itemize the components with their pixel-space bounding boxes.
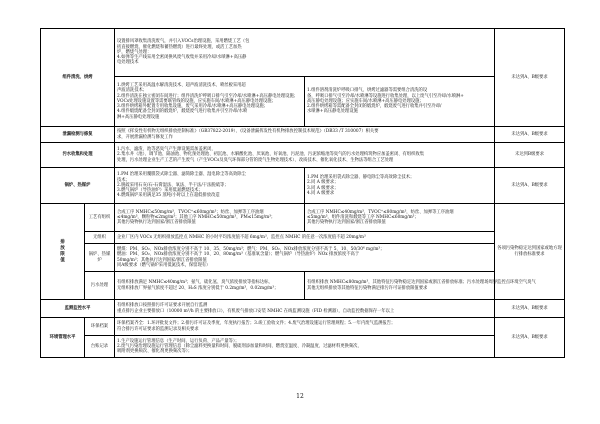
text-line: 有组织排放 NMHC≤80mg/m³，其他特征污染物稳定达到国家或浙江省排放标准；污水处理场周界监控点环境空气臭气 bbox=[307, 280, 536, 286]
text-line: 无组织排放厂界氨气浓度不超过 20、H₂S 浓度分别低于 0.2mg/m³，0.02mg/m³； bbox=[117, 285, 279, 291]
status-text: 未达到A、B级要求 bbox=[511, 131, 548, 137]
content-cell bbox=[115, 300, 495, 318]
content-cell bbox=[115, 232, 495, 244]
text-line: ≤4mg/m³，颗粒物≤2mg/m³；其他工序 NMHC≤50mg/m³，PM≤15mg/m³； bbox=[117, 214, 276, 220]
grade-b-cell bbox=[305, 168, 495, 204]
subcategory-cell bbox=[85, 336, 115, 358]
text-line: 其他污染物执行达到国家/浙江省排放限值 bbox=[117, 220, 196, 226]
status-text: 未达到A、B级要求 bbox=[511, 305, 548, 311]
text-line: 燃煤：PM、SO₂、NOx排放浓度分别不高于 10、35、50mg/m³；燃气：PM、SO₂、NOx排放浓度分别不高于 5、10、50/30⁶ mg/m³； bbox=[117, 247, 385, 253]
text-line: 4.组件煅烧配备全封闭的煅烧炉，煅烧废气进行收集并引至冷却/水喷 bbox=[117, 109, 248, 115]
text-line: 1.生产设施运行管理信息（生产时间、运行负荷、产品产量等）； bbox=[117, 338, 240, 344]
subcategory-cell bbox=[85, 318, 115, 336]
subcategory-cell bbox=[85, 272, 115, 300]
text-line: ≤5mg/m³，组件清洗和煅烧等工序 NMHC≤60mg/m³； bbox=[307, 214, 419, 220]
subcategory-label: 锅炉、热媒炉 bbox=[88, 252, 111, 263]
status-cell bbox=[495, 204, 565, 300]
text-line: 燃油：PM、SO₂、NOx排放浓度分别不高于 10、20、80mg/m³（基准氧含量）；燃气锅炉（导热油炉）NOx 排放浓度不高于 bbox=[117, 252, 360, 258]
table-row bbox=[41, 77, 565, 127]
text-line: 环保档案齐全：1.环评批复文件；2.排污许可证及季度、年度执行报告；3.竣工验收文件；4.废气治理设施运行管理规程；5.一年内废气监测报告； bbox=[117, 321, 396, 327]
content-cell bbox=[115, 127, 495, 143]
text-line: 合成工序 NMHC≤40mg/m³，TVOC⁺≤80mg/m³，纺丝、加弹等工序油烟 bbox=[307, 209, 454, 215]
table-row bbox=[41, 127, 565, 143]
status-text: 未达到A、B级要求 bbox=[511, 74, 548, 80]
text-line: 2.废气污染治理设施运行管理信息（除尘滤料更换量和时间、脱硫剂添加量和时间、燃烧室温度、冷凝温度、过滤材料更换频次、 bbox=[117, 343, 362, 349]
text-line: 处理，污水处理企业生产工艺的产生废气（产生VOCs及臭气环保部分管的废气生物处理技术）、改质技术、催化氧化技术、生物法等组合工艺处理 bbox=[117, 157, 394, 163]
text-line: 4.燃煤锅炉采用满足35 蒸吨/小时以上在超低排放改造 bbox=[117, 193, 220, 199]
category-char: 值 bbox=[60, 257, 65, 263]
text-line: 吸附剂更换频次、催化剂更换频次等）； bbox=[117, 349, 193, 355]
text-line: 2.集水井（池）、调节池、隔油池、物化预处理池、初沉池、水解酸化池、厌氧池、好氧池、污泥池、污泥浓缩池等臭气的污水处理构筑物应加盖密闭、有组织收集 bbox=[117, 152, 425, 158]
table-row bbox=[41, 168, 565, 204]
text-line: 重点排污企业主要排放口（10000 m³/h 的主要排放口），有机废气排放口安装 NMHC 在线监测设施（FID 检测器），自动监控数据保存一年以上 bbox=[117, 308, 395, 314]
table-row bbox=[41, 272, 565, 300]
subcategory-label: 工艺有组织 bbox=[88, 214, 111, 220]
grade-b-cell bbox=[305, 204, 495, 232]
text-line: 高压静电处理设施；应实施车间/水喷淋+高压静电处理设施； bbox=[307, 98, 424, 104]
category-cell bbox=[41, 204, 85, 300]
category-label: 监测监控水平 bbox=[64, 305, 91, 311]
text-line: 其他无组织排放等其他特征污染物满足排污许可证排放限值要求 bbox=[307, 285, 428, 291]
text-line: 1.PM 治理采用覆膜袋式除尘器、滤筒除尘器、湿电除尘等高效除尘 bbox=[117, 172, 246, 178]
table-row bbox=[41, 204, 565, 232]
text-line: 同A级要求（燃气锅炉采用低氮技术，保留现有） bbox=[117, 262, 211, 268]
text-line: 有组织排放满足 NMHC≤40mg/m³；氨气、硫化氢、臭气浓度排放等指标达标， bbox=[117, 280, 273, 286]
text-line: 1.组件溶剂清洗炉呼吸口排气、烘烤过滤器等需要组合清洗的设 bbox=[307, 88, 428, 94]
status-cell bbox=[495, 318, 565, 358]
subcategory-label: 台账记录 bbox=[90, 343, 109, 349]
text-line: 求，开展泄漏检测与修复工作 bbox=[117, 134, 173, 140]
text-line: 2.组件烘烤箱等需配备全封闭的煅烧炉，煅烧废气进行收集并引至冷却/ bbox=[307, 104, 442, 110]
grading-table bbox=[40, 28, 565, 358]
category-char: 限 bbox=[60, 251, 65, 257]
status-text: 未达到A、B级要求 bbox=[511, 334, 548, 340]
table-row bbox=[41, 143, 565, 168]
text-line: 4.如弹等生产线采用全密闭换风废气收集并采用冷却/水喷淋+高压静 bbox=[117, 55, 247, 61]
text-line: 1.污水、滤渣、池等恶臭气产生源设施需加盖密闭， bbox=[117, 147, 216, 153]
subcategory-cell bbox=[85, 204, 115, 232]
grade-b-cell bbox=[305, 77, 495, 127]
table-row bbox=[41, 318, 565, 336]
status-cell bbox=[495, 168, 565, 204]
text-line: 电处理技术 bbox=[117, 60, 139, 66]
grade-a-cell bbox=[115, 204, 305, 232]
text-line: 技术； bbox=[117, 177, 130, 183]
category-cell bbox=[41, 29, 115, 127]
grade-a-cell bbox=[115, 168, 305, 204]
text-line: 合成工序 NMHC≤50mg/m³，TVOC⁺≤60mg/m³；纺丝、加弹等工序油烟 bbox=[117, 209, 264, 215]
text-line: 括直接燃烧、催化燃烧和蓄热燃烧）进行最终处理，或活工艺加热 bbox=[117, 44, 242, 50]
grade-a-cell bbox=[115, 77, 305, 127]
category-char: 放 bbox=[60, 245, 65, 251]
content-cell bbox=[115, 244, 495, 272]
text-line: 有组织排放口按照排污许可证要求开展自行监测 bbox=[117, 303, 208, 309]
subcategory-cell bbox=[85, 232, 115, 244]
text-line: 其他污染物执行达到国家/浙江省排放限值 bbox=[307, 220, 386, 226]
category-cell bbox=[41, 318, 85, 358]
content-cell bbox=[115, 29, 495, 77]
grade-a-cell bbox=[115, 272, 305, 300]
table-row bbox=[41, 232, 565, 244]
category-label: 组件清洗、烘烤 bbox=[62, 74, 93, 80]
text-line: 声波清洗技术； bbox=[117, 88, 148, 94]
status-cell bbox=[495, 127, 565, 143]
content-cell bbox=[115, 336, 495, 358]
text-line: 1.PM 治理采用袋式除尘器、静电除尘等高效除尘技术； bbox=[307, 175, 415, 181]
subcategory-label: 污水处理 bbox=[90, 282, 109, 288]
subcategory-cell bbox=[85, 244, 115, 272]
category-cell bbox=[41, 127, 115, 143]
table-row bbox=[41, 244, 565, 272]
grade-b-cell bbox=[305, 272, 536, 300]
content-cell bbox=[115, 143, 495, 168]
status-text: 未达到B级要求 bbox=[515, 152, 544, 158]
text-line: 3.燃气锅炉（导热油炉）采用低氮燃烧技术； bbox=[117, 188, 203, 194]
category-cell bbox=[41, 143, 115, 168]
text-line: 水喷淋+高压静电处理设施 bbox=[307, 109, 358, 115]
text-line: 2.同 A 级要求； bbox=[307, 180, 339, 186]
category-char: 排 bbox=[60, 239, 65, 245]
category-label: 环境管理水平 bbox=[49, 334, 76, 340]
text-line: 2.组件清洗在独立密闭车间进行；组件清洗炉呼吸口排气引至冷却/水喷淋+高压静电处理设施； bbox=[117, 93, 299, 99]
text-line: 符合排污许可证要求的监测记录及相关要求 bbox=[117, 326, 199, 332]
text-line: 2.脱硫采用石灰/石-石膏湿法、氧法、半干法/干法脱硫等； bbox=[117, 182, 229, 188]
category-label: 污水收集和处理 bbox=[62, 152, 93, 158]
subcategory-label: 环保档案 bbox=[90, 323, 109, 329]
text-line: 1.烘烤工艺采用高温水解清洗技术、超声波清洗技术、喷丝板采用超 bbox=[117, 83, 246, 89]
text-line: 企业厂区内 VOCs 无组织排放监控点 NMHC 的小时平均浓度值不超 6mg/m³，监控点 NMHC 的任意一次浓度值不超 20mg/m³ bbox=[117, 234, 366, 240]
status-cell bbox=[495, 300, 565, 318]
text-line: 按照《挥发性有机物无组织排放控制标准》（GB37822-2019）、《设备泄漏挥发性有机物排放控制技术规范》（DB33 /T 310007）相关要 bbox=[117, 129, 379, 135]
status-text: 各项污染物稳定达到国家或地方现行排放标准要求 bbox=[497, 246, 562, 257]
text-line: 淋+高压静电处理设施 bbox=[117, 114, 160, 120]
text-line: 炉，燃烧气处理： bbox=[117, 49, 152, 55]
table-row bbox=[41, 300, 565, 318]
page-number: 12 bbox=[296, 393, 304, 400]
status-cell bbox=[495, 29, 565, 127]
table-row bbox=[41, 29, 565, 77]
subcategory-label: 无组织 bbox=[93, 234, 106, 240]
category-cell bbox=[41, 168, 115, 204]
status-cell bbox=[495, 143, 565, 168]
text-line: 50mg/m³；其他执行达到国家/浙江省排放限值 bbox=[117, 257, 207, 263]
text-line: 3.同 A 级要求； bbox=[307, 185, 339, 191]
table-row bbox=[41, 336, 565, 358]
text-line: VOCs处理设施设置等需要联管线的设施，应实施车间/水喷淋+高压静电处理设施； bbox=[117, 98, 276, 104]
category-label: 锅炉、热媒炉 bbox=[64, 182, 91, 188]
status-text: 未达到A、B级要求 bbox=[511, 182, 548, 188]
category-cell bbox=[41, 300, 115, 318]
content-cell bbox=[115, 318, 495, 336]
category-label: 泄漏检测与修复 bbox=[62, 131, 93, 137]
text-line: 设置排风罩收集清洗废气，并引入VOCs治理设施，采用燃烧工艺（包 bbox=[117, 39, 250, 45]
text-line: 备，呼吸口排气引至冷却/水喷淋等设施进行收集处理，以上废气引至冷却/水喷淋+ bbox=[307, 93, 464, 99]
text-line: 4.同 A 级要求 bbox=[307, 190, 335, 196]
text-line: 3.组件烘烤箱外配置专用收集设施，废气采用冷却/水喷淋+高压静电处理设施； bbox=[117, 104, 268, 110]
